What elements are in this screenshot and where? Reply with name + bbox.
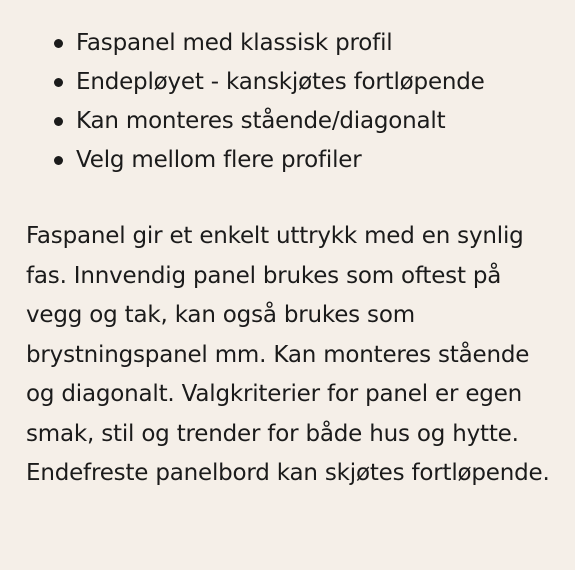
feature-text: Endepløyet - kanskjøtes fortløpende [76,69,485,95]
list-item [26,63,574,102]
product-description: Faspanel gir et enkelt uttrykk med en synlig fas. Innvendig panel brukes som oftest på vegg og tak, kan også brukes som brystningspanel mm. Kan monteres stående og diagonalt. Valgkriterier for panel er egen smak, stil og trender for både hus og hytte. Endefreste panelbord kan skjøtes fortløpende. [26,223,550,486]
list-item [26,102,574,141]
feature-list [26,24,574,180]
bullet-icon [54,156,63,165]
bullet-icon [54,39,63,48]
product-info [26,24,574,494]
bullet-icon [54,78,63,87]
list-item [26,24,574,63]
feature-text: Kan monteres stående/diagonalt [76,108,446,134]
feature-text: Velg mellom flere profiler [76,147,362,173]
list-item [26,141,574,180]
bullet-icon [54,117,63,126]
feature-text: Faspanel med klassisk profil [76,30,393,56]
